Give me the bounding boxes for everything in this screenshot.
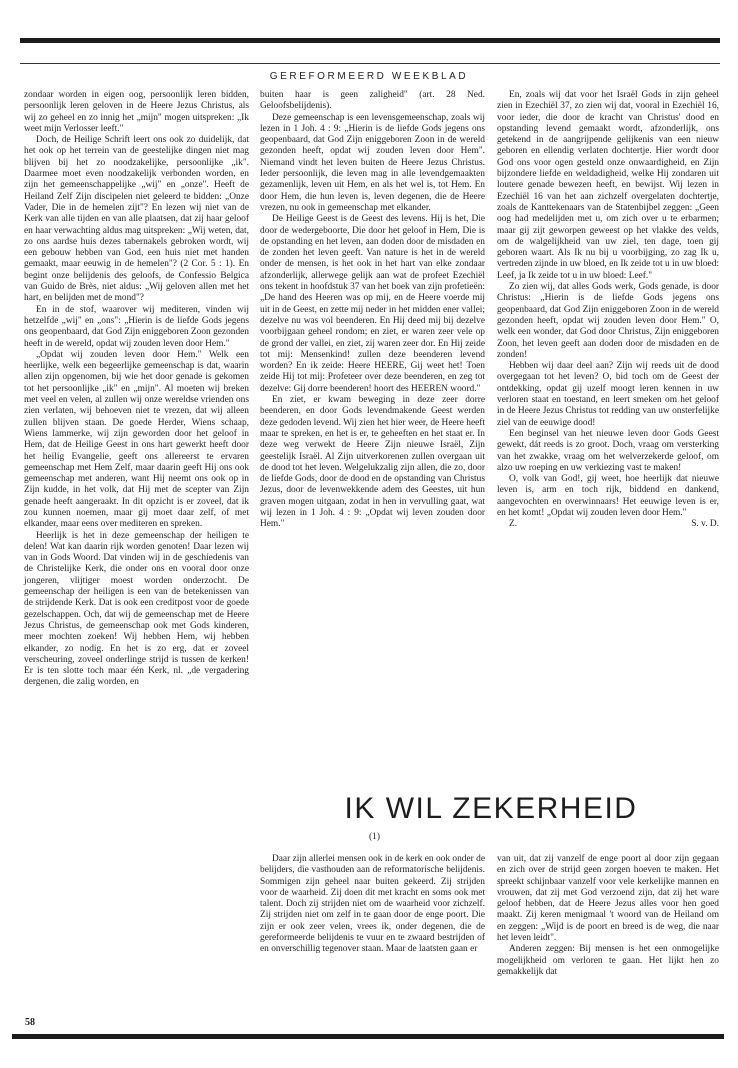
paragraph: De Heilige Geest is de Geest des levens. Hij is het, Die door de wedergeboorte, Die door het geloof in Hem, Die is de opstanding en het leven, aan doden door de misdaden en de zonden het leven geeft. Van nature is het in de wereld onder de mensen, is het ook in het hart van elke zondaar afzonderlijk, allerwege gelijk aan wat de profeet Ezechiël ons tekent in hoofdstuk 37 van het boek van zijn profetieën: „De hand des Heeren was op mij, en de Heere voerde mij uit in de Geest, en zette mij neder in het midden ener vallei; dezelve nu was vol beenderen. En Hij deed mij bij dezelve voorbijgaan geheel rondom; en ziet, er waren zeer vele op de grond der vallei, en ziet, zij waren zeer dor. En Hij zeide tot mij: Mensenkind! zullen deze beenderen levend worden? En ik zeide: Heere HEERE, Gij weet het! Toen zeide Hij tot mij: Profeteer over deze beenderen, en zeg tot dezelve: Gij dorre beenderen! hoort des HEEREN woord." bbox=[260, 214, 485, 394]
paragraph: Doch, de Heilige Schrift leert ons ook zo duidelijk, dat het ook op het terrein van de geestelijke dingen niet mag blijven bij het zo noodzakelijke, persoonlijke „ik". Daarmee moet even noodzakelijk verbonden worden, en zijn het gemeenschappelijke „wij" en „onze". Heeft de Heiland Zelf Zijn discipelen niet geleerd te bidden: „Onze Vader, Die in de hemelen zijt"? En lezen wij niet van de Kerk van alle tijden en van alle plaatsen, dat zij haar geloof en haar verwachting aldus mag uitspreken: „Wij weten, dat, zo ons aardse huis dezes tabernakels gebroken wordt, wij een gebouw hebben van God, een huis niet met handen gemaakt, maar eeuwig in de hemelen"? (2 Cor. 5 : 1). En begint onze belijdenis des geloofs, de Confessio Belgica van Guido de Brès, niet aldus: „Wij geloven allen met het hart, en belijden met de mond"? bbox=[24, 135, 249, 304]
article-part-number: (1) bbox=[369, 832, 380, 842]
article-heading: IK WIL ZEKERHEID bbox=[344, 792, 638, 825]
page-number: 58 bbox=[25, 1017, 35, 1028]
column-1 bbox=[24, 90, 249, 689]
paragraph: O, volk van God!, gij weet, hoe heerlijk dat nieuwe leven is, arm en toch rijk, biddend en dankend, aangevochten en overwinnaars! Het eeuwige leven is er, en het komt! „Opdat wij zouden leven door Hem." bbox=[497, 474, 719, 518]
paragraph: van uit, dat zij vanzelf de enge poort al door zijn gegaan en zich over de strijd geen zorgen hoeven te maken. Het spreekt schijnbaar vanzelf voor vele kerkelijke mannen en vrouwen, dat zij met God verzoend zijn, dat zij het ware geloof hebben, dat de Heere Jezus alles voor hen goed maakt. Zij keren menigmaal 't woord van de Heiland om en zeggen: „Wijd is de poort en breed is de weg, die naar het leven leidt". bbox=[497, 854, 719, 944]
paragraph: Anderen zeggen: Bij mensen is het een onmogelijke mogelijkheid om verloren te gaan. Het lijkt hen zo gemakkelijk dat bbox=[497, 944, 719, 977]
paragraph: buiten haar is geen zaligheid" (art. 28 Ned. Geloofsbelijdenis). bbox=[260, 90, 485, 112]
paragraph: Zo zien wij, dat alles Gods werk, Gods genade, is door Christus: „Hierin is de liefde Gods jegens ons geopenbaard, dat God Zijn eniggeboren Zoon in de wereld gezonden heeft, opdat wij zouden leven door Hem." O, welk een wonder, dat God door Christus, Zijn eniggeboren Zoon, het leven geeft aan doden door de misdaden en de zonden! bbox=[497, 282, 719, 360]
column-2 bbox=[260, 90, 485, 531]
column-3 bbox=[497, 90, 719, 531]
top-rule bbox=[20, 38, 720, 43]
article-column-right bbox=[497, 854, 719, 978]
paragraph: „Opdat wij zouden leven door Hem." Welk een heerlijke, welk een begeerlijke gemeenschap is dat, waarin allen zijn opgenomen, bij wie het door genade is gekomen tot het persoonlijke „ik" en „mijn". Al moeten wij breken met veel en velen, al zullen wij onze wereldse vrienden ons zien verlaten, wij behoeven niet te vrezen, dat wij alleen zullen blijven staan. De goede Herder, Wiens schaap, Wiens lammerke, wij zijn geworden door het geloof in Hem, dat de Heilige Geest in ons hart gewerkt heeft door het heilig Evangelie, geeft ons allereerst te ervaren gemeenschap met Hem Zelf, maar daarin geeft Hij ons ook gemeenschap met anderen, want Hij neemt ons ook op in Zijn kudde, in het volk, dat Hij met de scepter van Zijn genade heeft aangeraakt. In dit opzicht is er zoveel, dat ik zou kunnen noemen, maar gij moet daar zelf, of met elkander, maar eens over mediteren en spreken. bbox=[24, 349, 249, 530]
paragraph: Een beginsel van het nieuwe leven door Gods Geest gewekt, dát reeds is zo groot. Doch, vraag om versterking van het zwakke, vraag om het welverzekerde geloof, om alzo uw roeping en uw verkiezing vast te maken! bbox=[497, 428, 719, 473]
signoff-left: Z. bbox=[509, 519, 518, 530]
article-column-left bbox=[260, 854, 485, 956]
author-initials: S. v. D. bbox=[691, 519, 719, 530]
signoff bbox=[497, 519, 719, 530]
paragraph: En, zoals wij dat voor het Israël Gods in zijn geheel zien in Ezechiël 37, zo zien wij dat, vooral in Ezechiël 16, voor ieder, die door de kracht van Christus' dood en opstanding levend gemaakt wordt, afzonderlijk, ons getekend in de aangrijpende gelijkenis van een nieuw geboren en ellendig verlaten dochtertje. Hier wordt door God ons voor ogen gesteld onze onwaardigheid, en Zijn bijzondere liefde en weldadigheid, welke Hij zondaren uit loutere genade bewezen heeft, en bewijst. Wij lezen in Ezechiël 16 van het aan zichzelf overgelaten dochtertje, zoals de Kanttekenaars van de Statenbijbel zeggen: „Geen oog had medelijden met u, om zich over u te erbarmen; maar gij zijt geworpen geweest op het vlakke des velds, om de walgelijkheid van uw ziel, ten dage, toen gij geboren waart. Als Ik nu bij u voorbijging, zo zag Ik u, vertreden zijnde in uw bloed, en Ik zeide tot u in uw bloed: Leef, ja Ik zeide tot u in uw bloed: Leef." bbox=[497, 90, 719, 281]
paragraph: En in de stof, waarover wij mediteren, vinden wij hetzelfde „wij" en „ons": „Hierin is de liefde Gods jegens ons geopenbaard, dat God Zijn eniggeboren Zoon gezonden heeft in de wereld, opdat wij zouden leven door Hem." bbox=[24, 304, 249, 349]
paragraph: En ziet, er kwam beweging in deze zeer dorre beenderen, en door Gods levendmakende Geest werden deze gedoden levend. Wij zien het hier weer, de Heere heeft maar te spreken, en het is er, te geheeften en het staat er. In deze weg verwekt de Heere Zijn nieuwe Israël, Zijn geestelijk Israël. Al Zijn uitverkorenen zullen overgaan uit de dood tot het leven. Welgelukzalig zijn allen, die zo, door de liefde Gods, door de dood en de opstanding van Christus Jezus, door de levenwekkende adem des Geestes, uit hun graven mogen uitgaan, zodat in hen in vervulling gaat, wat wij lezen in 1 Joh. 4 : 9: „Opdat wij leven zouden door Hem." bbox=[260, 395, 485, 530]
paragraph: zondaar worden in eigen oog, persoonlijk leren bidden, persoonlijk leren geloven in de Heere Jezus Christus, als wij zo geheel en zo innig het „mijn" mogen uitspreken: „Ik weet mijn Verlosser leeft." bbox=[24, 90, 249, 134]
paragraph: Heerlijk is het in deze gemeenschap der heiligen te delen! Wat kan daarin rijk worden genoten! Daar lezen wij van in Gods Woord. Dat vinden wij in de geschiedenis van de Christelijke Kerk, die onder ons en vooral door onze jongeren, vlijtiger moest worden onderzocht. De gemeenschap der heiligen is een van de betekenissen van de strijdende Kerk. Dat is ook een creditpost voor de goede gezelschappen. Och, dat wij de gemeenschap met de Heere Jezus Christus, de gemeenschap ook met Gods kinderen, meer mochten zoeken! Wij hebben Hem, wij hebben elkander, zo nodig. En het is zo erg, dat er zoveel verscheuring, zoveel onderlinge strijd is tussen de kerken! Er is ten slotte toch maar één Kerk, nl. „de vergadering dergenen, die zalig worden, en bbox=[24, 530, 249, 688]
bottom-rule bbox=[12, 1034, 724, 1039]
masthead: GEREFORMEERD WEEKBLAD bbox=[269, 71, 469, 82]
paragraph: Deze gemeenschap is een levensgemeenschap, zoals wij lezen in 1 Joh. 4 : 9: „Hierin is de liefde Gods jegens ons geopenbaard, dat God Zijn eniggeboren Zoon in de wereld gezonden heeft, opdat wij zouden leven door Hem". Niemand vindt het leven buiten de Heere Jezus Christus. Ieder persoonlijk, die leven mag in alle levendgemaakten gezamenlijk, leven uit Hem, en als het wel is, tot Hem. En door Hem, die hun leven is, leven degenen, die de Heere vrezen, nu ook in gemeenschap met elkander. bbox=[260, 112, 485, 213]
paragraph: Hebben wij daar deel aan? Zijn wij reeds uit de dood overgegaan tot het leven? O, bid toch om de Geest der ontdekking, opdat gij uzelf moogt leren kennen in uw verloren staat en toestand, en leert smeken om het geloof in de Heere Jezus Christus tot redding van uw onsterfelijke ziel van de eeuwige dood! bbox=[497, 361, 719, 428]
top-thin-rule bbox=[20, 63, 720, 64]
paragraph: Daar zijn allerlei mensen ook in de kerk en ook onder de belijders, die vasthouden aan de reformatorische belijdenis. Sommigen zijn geheel naar buiten gekeerd. Zij strijden voor de waarheid. Zij doen dit met kracht en soms ook met talent. Doch zij strijden niet om de waarheid voor zichzelf. Zij strijden niet om zelf in te gaan door de enge poort. Die zijn er ook zeer velen, vrees ik, onder degenen, die de gereformeerde belijdenis te vuur en te zwaard bestrijden of en onverschillig tegenover staan. Maar de laatsten gaan er bbox=[260, 854, 485, 955]
